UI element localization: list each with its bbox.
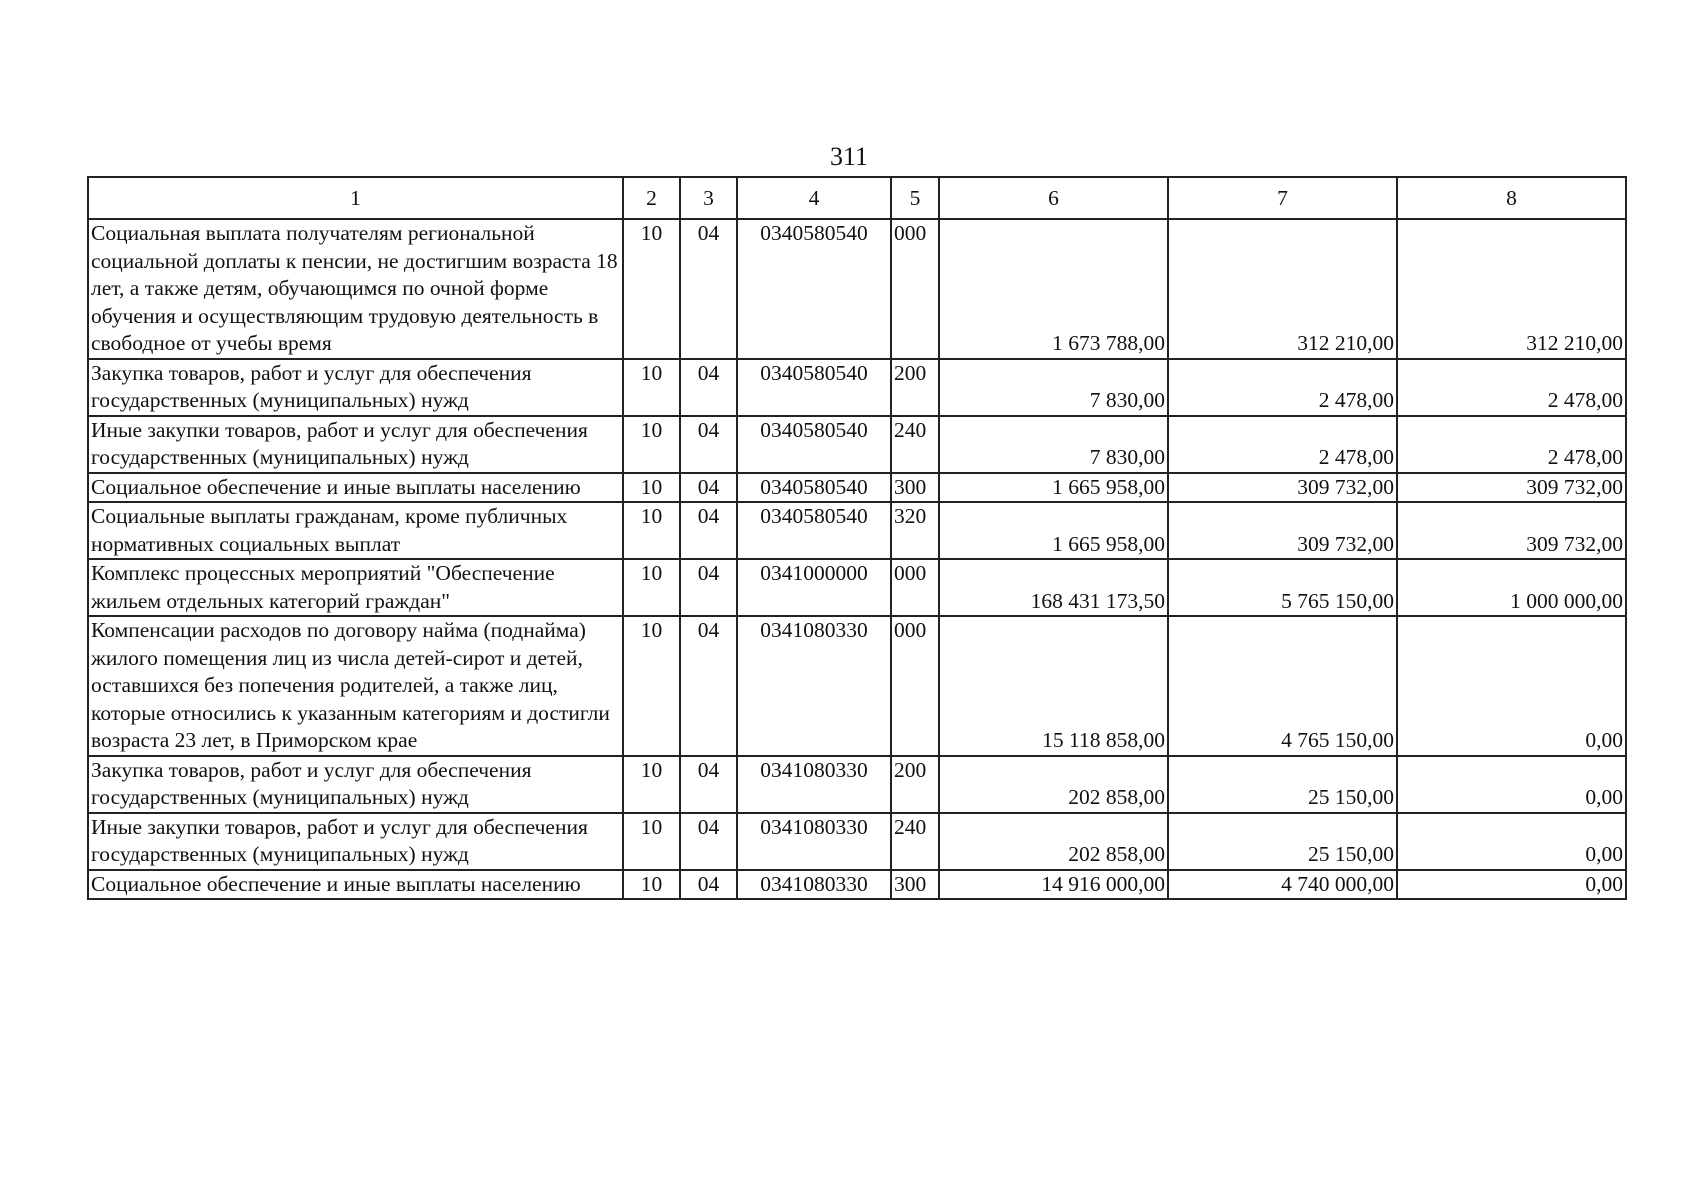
expense-name: Социальные выплаты гражданам, кроме публичных нормативных социальных выплат: [88, 502, 623, 559]
table-row: [88, 502, 1626, 559]
header-cell-4: 4: [737, 177, 891, 219]
target-code: 0340580540: [737, 359, 891, 416]
section-code: 10: [623, 616, 680, 756]
section-code: 10: [623, 813, 680, 870]
table-row: [88, 359, 1626, 416]
target-code: 0341000000: [737, 559, 891, 616]
expense-type-code: 240: [891, 813, 939, 870]
expense-name: Социальная выплата получателям региональной социальной доплаты к пенсии, не достигшим возраста 18 лет, а также детям, обучающимся по очной форме обучения и осуществляющим трудовую деятельность в свободное от учебы время: [88, 219, 623, 359]
amount-col-7: 25 150,00: [1168, 756, 1397, 813]
amount-col-7: 309 732,00: [1168, 502, 1397, 559]
header-row: [88, 177, 1626, 219]
amount-col-8: 1 000 000,00: [1397, 559, 1626, 616]
expense-name: Закупка товаров, работ и услуг для обеспечения государственных (муниципальных) нужд: [88, 756, 623, 813]
target-code: 0340580540: [737, 502, 891, 559]
expense-type-code: 300: [891, 473, 939, 503]
expense-name: Компенсации расходов по договору найма (поднайма) жилого помещения лиц из числа детей-сирот и детей, оставшихся без попечения родителей, а также лиц, которые относились к указанным категориям и достигли возраста 23 лет, в Приморском крае: [88, 616, 623, 756]
amount-col-6: 1 673 788,00: [939, 219, 1168, 359]
amount-col-6: 202 858,00: [939, 756, 1168, 813]
amount-col-7: 2 478,00: [1168, 359, 1397, 416]
amount-col-6: 15 118 858,00: [939, 616, 1168, 756]
amount-col-6: 202 858,00: [939, 813, 1168, 870]
subsection-code: 04: [680, 359, 737, 416]
header-cell-1: 1: [88, 177, 623, 219]
amount-col-8: 0,00: [1397, 616, 1626, 756]
amount-col-8: 309 732,00: [1397, 473, 1626, 503]
amount-col-6: 7 830,00: [939, 359, 1168, 416]
target-code: 0340580540: [737, 473, 891, 503]
amount-col-6: 1 665 958,00: [939, 473, 1168, 503]
amount-col-6: 168 431 173,50: [939, 559, 1168, 616]
expense-type-code: 000: [891, 219, 939, 359]
expense-name: Комплекс процессных мероприятий "Обеспечение жильем отдельных категорий граждан": [88, 559, 623, 616]
header-cell-6: 6: [939, 177, 1168, 219]
page-number: 311: [829, 142, 869, 171]
subsection-code: 04: [680, 473, 737, 503]
target-code: 0341080330: [737, 756, 891, 813]
target-code: 0340580540: [737, 416, 891, 473]
section-code: 10: [623, 756, 680, 813]
header-cell-2: 2: [623, 177, 680, 219]
amount-col-7: 4 740 000,00: [1168, 870, 1397, 900]
expense-type-code: 200: [891, 756, 939, 813]
amount-col-7: 25 150,00: [1168, 813, 1397, 870]
expense-type-code: 320: [891, 502, 939, 559]
subsection-code: 04: [680, 559, 737, 616]
header-cell-8: 8: [1397, 177, 1626, 219]
amount-col-7: 312 210,00: [1168, 219, 1397, 359]
table-row: [88, 416, 1626, 473]
expense-name: Иные закупки товаров, работ и услуг для обеспечения государственных (муниципальных) нужд: [88, 416, 623, 473]
subsection-code: 04: [680, 870, 737, 900]
header-cell-3: 3: [680, 177, 737, 219]
amount-col-8: 0,00: [1397, 813, 1626, 870]
amount-col-7: 4 765 150,00: [1168, 616, 1397, 756]
section-code: 10: [623, 502, 680, 559]
expense-type-code: 200: [891, 359, 939, 416]
section-code: 10: [623, 416, 680, 473]
target-code: 0341080330: [737, 616, 891, 756]
amount-col-8: 2 478,00: [1397, 359, 1626, 416]
amount-col-7: 2 478,00: [1168, 416, 1397, 473]
expense-name: Иные закупки товаров, работ и услуг для обеспечения государственных (муниципальных) нужд: [88, 813, 623, 870]
expense-type-code: 000: [891, 559, 939, 616]
subsection-code: 04: [680, 616, 737, 756]
subsection-code: 04: [680, 813, 737, 870]
table-row: [88, 616, 1626, 756]
table-row: [88, 559, 1626, 616]
target-code: 0340580540: [737, 219, 891, 359]
expense-type-code: 000: [891, 616, 939, 756]
table-row: [88, 870, 1626, 900]
table-row: [88, 219, 1626, 359]
section-code: 10: [623, 219, 680, 359]
amount-col-8: 309 732,00: [1397, 502, 1626, 559]
budget-table: [87, 176, 1627, 900]
amount-col-8: 2 478,00: [1397, 416, 1626, 473]
table-row: [88, 813, 1626, 870]
section-code: 10: [623, 473, 680, 503]
expense-name: Закупка товаров, работ и услуг для обеспечения государственных (муниципальных) нужд: [88, 359, 623, 416]
subsection-code: 04: [680, 219, 737, 359]
subsection-code: 04: [680, 416, 737, 473]
section-code: 10: [623, 359, 680, 416]
table-row: [88, 756, 1626, 813]
amount-col-7: 5 765 150,00: [1168, 559, 1397, 616]
expense-type-code: 240: [891, 416, 939, 473]
expense-name: Социальное обеспечение и иные выплаты населению: [88, 473, 623, 503]
amount-col-8: 0,00: [1397, 870, 1626, 900]
subsection-code: 04: [680, 756, 737, 813]
subsection-code: 04: [680, 502, 737, 559]
section-code: 10: [623, 559, 680, 616]
header-cell-5: 5: [891, 177, 939, 219]
target-code: 0341080330: [737, 870, 891, 900]
target-code: 0341080330: [737, 813, 891, 870]
table-row: [88, 473, 1626, 503]
expense-name: Социальное обеспечение и иные выплаты населению: [88, 870, 623, 900]
amount-col-8: 312 210,00: [1397, 219, 1626, 359]
amount-col-6: 7 830,00: [939, 416, 1168, 473]
expense-type-code: 300: [891, 870, 939, 900]
amount-col-6: 1 665 958,00: [939, 502, 1168, 559]
section-code: 10: [623, 870, 680, 900]
amount-col-7: 309 732,00: [1168, 473, 1397, 503]
amount-col-6: 14 916 000,00: [939, 870, 1168, 900]
amount-col-8: 0,00: [1397, 756, 1626, 813]
header-cell-7: 7: [1168, 177, 1397, 219]
